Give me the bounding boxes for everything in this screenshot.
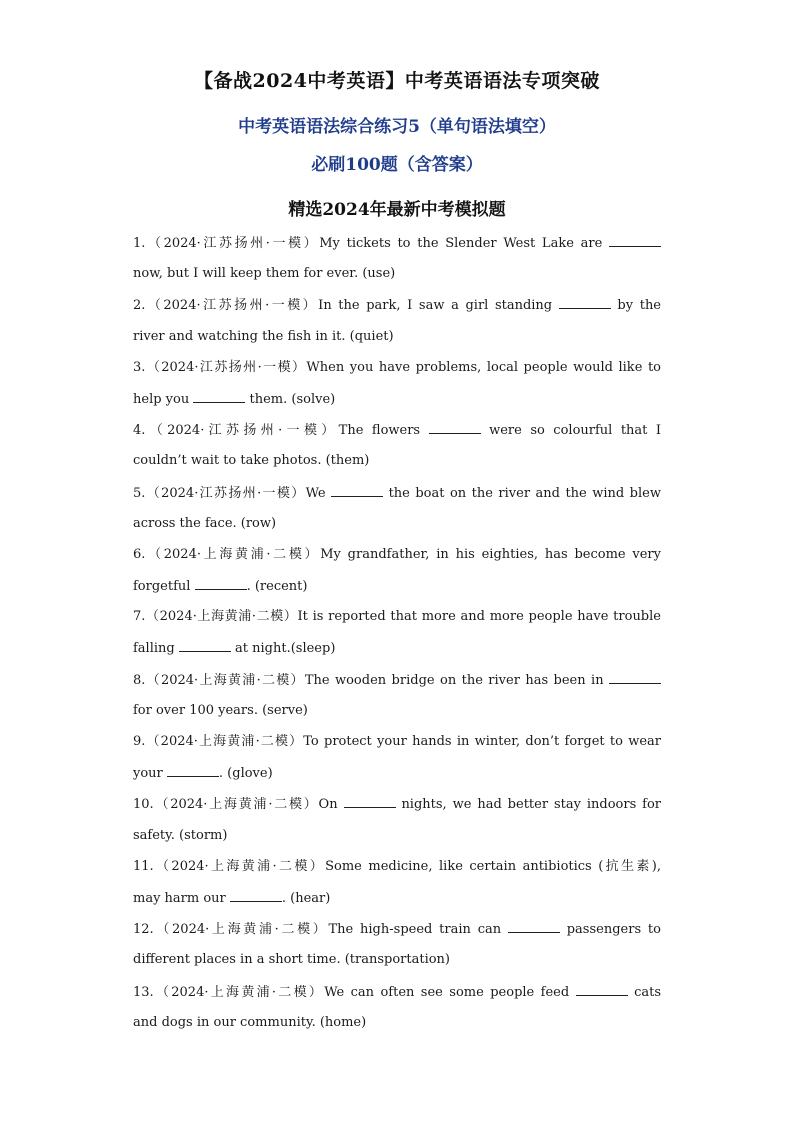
answer-blank[interactable]	[331, 482, 383, 497]
question-1-line-2: now, but I will keep them for ever. (use)	[133, 266, 396, 282]
answer-blank[interactable]	[193, 388, 245, 403]
question-4-line-1: 4.（2024·江苏扬州·一模）The flowers were so colourful that I	[133, 419, 661, 450]
question-13-line-2: and dogs in our community. (home)	[133, 1014, 367, 1030]
question-5-line-2: across the face. (row)	[133, 515, 277, 531]
question-12-line-1: 12.（2024·上海黄浦·二模）The high-speed train can passengers to	[133, 918, 661, 949]
answer-blank[interactable]	[609, 232, 661, 247]
question-10-line-2: safety. (storm)	[133, 827, 228, 843]
question-6-line-1: 6.（2024·上海黄浦·二模）My grandfather, in his eighties, has become very	[133, 546, 661, 562]
answer-blank[interactable]	[167, 762, 219, 777]
document-subtitle: 中考英语语法综合练习5（单句语法填空）	[238, 117, 556, 137]
question-4-line-2: couldn’t wait to take photos. (them)	[133, 453, 370, 469]
question-8-line-2: for over 100 years. (serve)	[133, 702, 308, 718]
section-title: 精选2024年最新中考模拟题	[288, 200, 506, 220]
question-10-line-1: 10.（2024·上海黄浦·二模）On nights, we had better stay indoors for	[133, 793, 661, 824]
question-3-line-2: help you them. (solve)	[133, 388, 661, 419]
question-12-line-2: different places in a short time. (transportation)	[133, 952, 451, 968]
question-2-line-1: 2.（2024·江苏扬州·一模）In the park, I saw a girl standing by the	[133, 294, 661, 325]
answer-blank[interactable]	[179, 637, 231, 652]
question-1-line-1: 1.（2024·江苏扬州·一模）My tickets to the Slender West Lake are	[133, 232, 661, 263]
question-9-line-1: 9.（2024·上海黄浦·二模）To protect your hands in winter, don’t forget to wear	[133, 734, 661, 749]
answer-blank[interactable]	[429, 419, 481, 434]
document-subtitle-2: 必刷100题（含答案）	[311, 155, 483, 175]
question-6-line-2: forgetful . (recent)	[133, 575, 661, 606]
question-2-line-2: river and watching the fish in it. (quiet)	[133, 328, 394, 344]
question-11-line-2: may harm our . (hear)	[133, 887, 661, 918]
answer-blank[interactable]	[230, 887, 282, 902]
answer-blank[interactable]	[508, 918, 560, 933]
question-13-line-1: 13.（2024·上海黄浦·二模）We can often see some people feed cats	[133, 981, 661, 1012]
question-list	[133, 232, 661, 1043]
answer-blank[interactable]	[344, 793, 396, 808]
answer-blank[interactable]	[609, 669, 661, 684]
answer-blank[interactable]	[195, 575, 247, 590]
answer-blank[interactable]	[576, 981, 628, 996]
question-3-line-1: 3.（2024·江苏扬州·一模）When you have problems, local people would like to	[133, 359, 661, 375]
question-5-line-1: 5.（2024·江苏扬州·一模）We the boat on the river and the wind blew	[133, 482, 661, 513]
question-9-line-2: your . (glove)	[133, 762, 661, 793]
document-title: 【备战2024中考英语】中考英语语法专项突破	[194, 70, 600, 92]
question-7-line-2: falling at night.(sleep)	[133, 637, 661, 668]
question-8-line-1: 8.（2024·上海黄浦·二模）The wooden bridge on the river has been in	[133, 669, 661, 700]
question-11-line-1: 11.（2024·上海黄浦·二模）Some medicine, like certain antibiotics (抗生素),	[133, 858, 661, 874]
question-7-line-1: 7.（2024·上海黄浦·二模）It is reported that more and more people have trouble	[133, 609, 661, 625]
answer-blank[interactable]	[559, 294, 611, 309]
